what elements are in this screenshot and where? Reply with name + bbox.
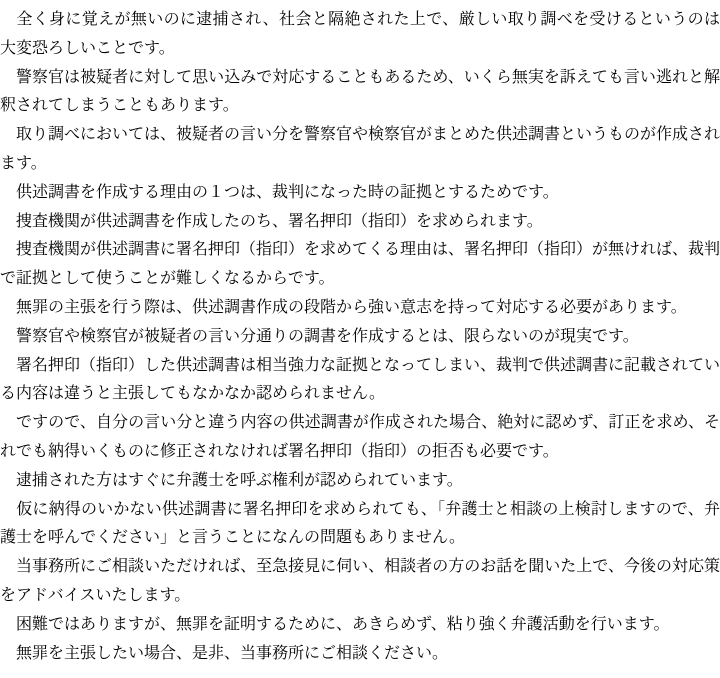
paragraph: 仮に納得のいかない供述調書に署名押印を求められても、「弁護士と相談の上検討しますので、弁護士を呼んでください」と言うことになんの問題もありません。 <box>0 500 720 547</box>
paragraph: 捜査機関が供述調書に署名押印（指印）を求めてくる理由は、署名押印（指印）が無ければ、裁判で証拠として使うことが難しくなるからです。 <box>0 241 720 288</box>
paragraph: 無罪を主張したい場合、是非、当事務所にご相談ください。 <box>0 644 449 662</box>
paragraph: 供述調書を作成する理由の１つは、裁判になった時の証拠とするためです。 <box>0 183 559 201</box>
paragraph: 逮捕された方はすぐに弁護士を呼ぶ権利が認められています。 <box>0 471 463 489</box>
paragraph: ですので、自分の言い分と違う内容の供述調書が作成された場合、絶対に認めず、訂正を求め、それでも納得いくものに修正されなければ署名押印（指印）の拒否も必要です。 <box>0 414 720 460</box>
paragraph: 困難ではありますが、無罪を証明するために、あきらめず、粘り強く弁護活動を行います。 <box>0 615 670 633</box>
paragraph: 無罪の主張を行う際は、供述調書作成の段階から強い意志を持って対応する必要があります。 <box>0 298 687 316</box>
paragraph: 捜査機関が供述調書を作成したのち、署名押印（指印）を求められます。 <box>0 212 543 230</box>
paragraph: 警察官は被疑者に対して思い込みで対応することもあるため、いくら無実を訴えても言い逃れと解釈されてしまうこともあります。 <box>0 68 720 115</box>
paragraph: 警察官や検察官が被疑者の言い分通りの調書を作成するとは、限らないのが現実です。 <box>0 327 639 345</box>
paragraph: 署名押印（指印）した供述調書は相当強力な証拠となってしまい、裁判で供述調書に記載されている内容は違うと主張してもなかなか認められません。 <box>0 356 720 403</box>
paragraph: 当事務所にご相談いただければ、至急接見に伺い、相談者の方のお話を聞いた上で、今後の対応策をアドバイスいたします。 <box>0 558 720 604</box>
paragraph: 取り調べにおいては、被疑者の言い分を警察官や検察官がまとめた供述調書というものが作成されます。 <box>0 126 720 172</box>
paragraph: 全く身に覚えが無いのに逮捕され、社会と隔絶された上で、厳しい取り調べを受けるというのは大変恐ろしいことです。 <box>0 11 720 57</box>
